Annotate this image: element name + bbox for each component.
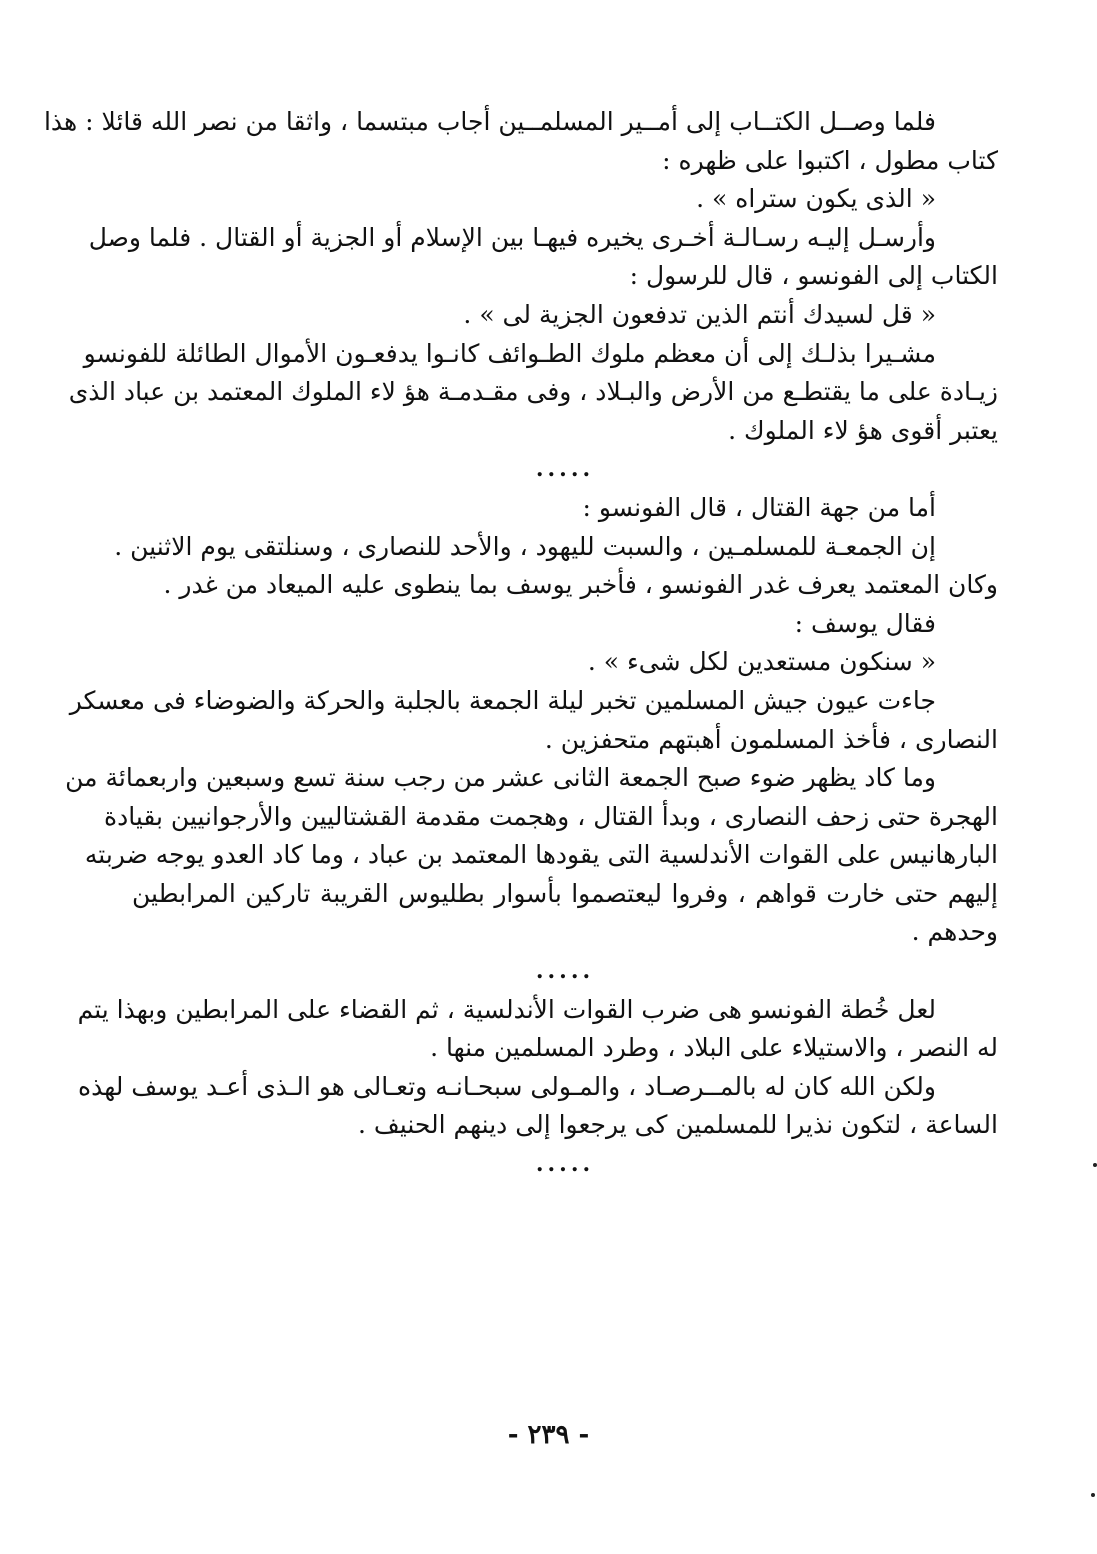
scan-speck — [1093, 1163, 1097, 1167]
page-number: - ٢٣٩ - — [507, 1420, 590, 1450]
text-line: الساعة ، لتكون نذيرا للمسلمين كى يرجعوا إلى دينهم الحنيف . — [358, 1110, 998, 1140]
text-line: مشـيرا بذلـك إلى أن معظم ملوك الطـوائف كانـوا يدفعـون الأموال الطائلة للفونسو — [83, 338, 936, 368]
text-line: وأرسـل إليـه رسـالـة أخـرى يخيره فيهـا بين الإسلام أو الجزية أو القتال . فلما وصل — [88, 222, 936, 252]
text-line: النصارى ، فأخذ المسلمون أهبتهم متحفزين . — [544, 724, 998, 754]
text-line: وحدهم . — [911, 917, 998, 947]
quote-line: « الذى يكون ستراه » . — [696, 184, 936, 214]
text-line: فقال يوسف : — [794, 608, 936, 638]
text-line: أما من جهة القتال ، قال الفونسو : — [582, 492, 936, 522]
text-line: وما كاد يظهر ضوء صبح الجمعة الثانى عشر من رجب سنة تسع وسبعين واربعمائة من — [65, 763, 936, 793]
text-line: البارهانيس على القوات الأندلسية التى يقودها المعتمد بن عباد ، وما كاد العدو يوجه ضربته — [84, 840, 998, 870]
quote-line: « قل لسيدك أنتم الذين تدفعون الجزية لى » . — [463, 299, 936, 329]
text-line: له النصر ، والاستيلاء على البلاد ، وطرد المسلمين منها . — [430, 1033, 998, 1063]
text-line: إن الجمعـة للمسلمـين ، والسبت لليهود ، والأحد للنصارى ، وسنلتقى يوم الاثنين . — [114, 531, 936, 561]
body-text — [43, 103, 998, 1184]
text-line: لعل خُطة الفونسو هى ضرب القوات الأندلسية ، ثم القضاء على المرابطين وبهذا يتم — [77, 994, 936, 1024]
text-line: الكتاب إلى الفونسو ، قال للرسول : — [629, 261, 998, 291]
section-separator: ..... — [535, 958, 595, 985]
text-line: جاءت عيون جيش المسلمين تخبر ليلة الجمعة بالجلبة والحركة والضوضاء فى معسكر — [69, 685, 936, 715]
text-line: فلما وصــل الكتــاب إلى أمــير المسلمــين أجاب مبتسما ، واثقا من نصر الله قائلا : هذا — [43, 107, 936, 136]
text-line: زيـادة على ما يقتطـع من الأرض والبـلاد ، وفى مقـدمـة هؤ لاء الملوك المعتمد بن عباد الذى — [68, 377, 998, 407]
text-line: ولكن الله كان له بالمــرصـاد ، والمـولى سبحـانـه وتعـالى هو الـذى أعـد يوسف لهذه — [77, 1071, 936, 1101]
text-line: وكان المعتمد يعرف غدر الفونسو ، فأخبر يوسف بما ينطوى عليه الميعاد من غدر . — [163, 570, 998, 600]
text-line: كتاب مطول ، اكتبوا على ظهره : — [662, 145, 998, 175]
text-line: إليهم حتى خارت قواهم ، وفروا ليعتصموا بأسوار بطليوس القريبة تاركين المرابطين — [132, 878, 998, 908]
text-line: الهجرة حتى زحف النصارى ، وبدأ القتال ، وهجمت مقدمة القشتاليين والأرجوانيين بقيادة — [103, 801, 998, 831]
quote-line: « سنكون مستعدين لكل شىء » . — [587, 647, 936, 677]
section-separator: ..... — [535, 456, 595, 483]
section-separator: ..... — [535, 1151, 595, 1178]
text-line: يعتبر أقوى هؤ لاء الملوك . — [728, 415, 998, 445]
scan-speck — [1091, 1493, 1095, 1497]
